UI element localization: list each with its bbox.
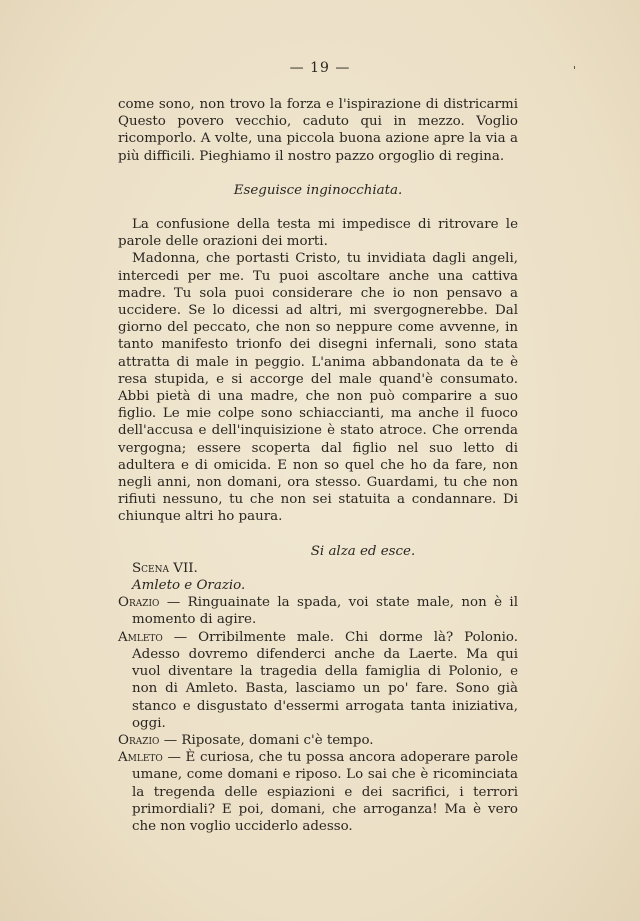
dialogue-text: — È curiosa, che tu possa ancora adoperare parole umane, come domani e riposo. Lo sai che è ricominciata la tregenda delle espiazioni e dei sacrifici, i terrori primordiali? E poi, domani, che arroganza! Ma è vero che non voglio ucciderlo adesso. bbox=[132, 750, 518, 834]
dialogue-text: — Orribilmente male. Chi dorme là? Polonio. Adesso dovremo difenderci anche da Laerte. Ma qui vuol diventare la tragedia della famiglia di Polonio, e non di Amleto. Basta, lasciamo un po' fare. Sono già stanco e disgustato d'essermi arrogata tanta iniziativa, oggi. bbox=[132, 629, 518, 731]
speaker-name: Orazio bbox=[118, 595, 160, 611]
page-body bbox=[118, 96, 518, 835]
dialogue-line bbox=[118, 732, 518, 749]
paragraph-confusion: La confusione della testa mi impedisce di ritrovare le parole delle orazioni dei morti. bbox=[118, 217, 518, 250]
dialogue-text: — Riposate, domani c'è tempo. bbox=[163, 732, 374, 748]
dialogue-text: — Ringuainate la spada, voi state male, non è il momento di agire. bbox=[132, 595, 518, 628]
stage-direction-kneel: Eseguisce inginocchiata. bbox=[233, 182, 403, 198]
dialogue-line bbox=[118, 594, 518, 628]
scene-word: Scena bbox=[132, 560, 170, 576]
page-number: — 19 — bbox=[289, 60, 351, 76]
speaker-name: Orazio bbox=[118, 732, 160, 748]
paragraph-opening: come sono, non trovo la forza e l'ispirazione di districarmi Questo povero vecchio, caduto qui in mezzo. Voglio ricomporlo. A volte, una piccola buona azione apre la via a più difficili. Pieghiamo il nostro pazzo orgoglio di regina. bbox=[118, 97, 518, 164]
corner-mark: ' bbox=[572, 64, 576, 77]
speaker-name: Amleto bbox=[118, 629, 163, 645]
scene-characters: Amleto e Orazio. bbox=[132, 578, 246, 594]
dialogue-line bbox=[118, 749, 518, 835]
scene-number: VII. bbox=[173, 560, 198, 576]
dialogue-line bbox=[118, 629, 518, 732]
speaker-name: Amleto bbox=[118, 750, 163, 766]
scene-heading bbox=[118, 560, 518, 577]
paragraph-prayer: Madonna, che portasti Cristo, tu invidiata dagli angeli, intercedi per me. Tu puoi ascoltare anche una cattiva madre. Tu sola puoi considerare che io non pensavo a uccidere. Se lo dicessi ad altri, mi svergognerebbe. Dal giorno del peccato, che non so neppure come avvenne, in tanto manifesto trionfo dei disegni infernali, sono stata attratta di male in peggio. L'anima abbandonata da te è resa stupida, e si accorge del male quand'è consumato. Abbi pietà di una madre, che non può comparire a suo figlio. Le mie colpe sono schiaccianti, ma anche il fuoco dell'accusa e dell'inquisizione è stato atroce. Che orrenda vergogna; essere scoperta dal figlio nel suo letto di adultera e di omicida. E non so quel che ho da fare, non negli anni, non domani, ora stesso. Guardami, tu che non rifiuti nessuno, tu che non sei statuita a condannare. Di chiunque altri ho paura. bbox=[118, 251, 518, 525]
stage-direction-exit: Si alza ed esce. bbox=[310, 543, 416, 559]
